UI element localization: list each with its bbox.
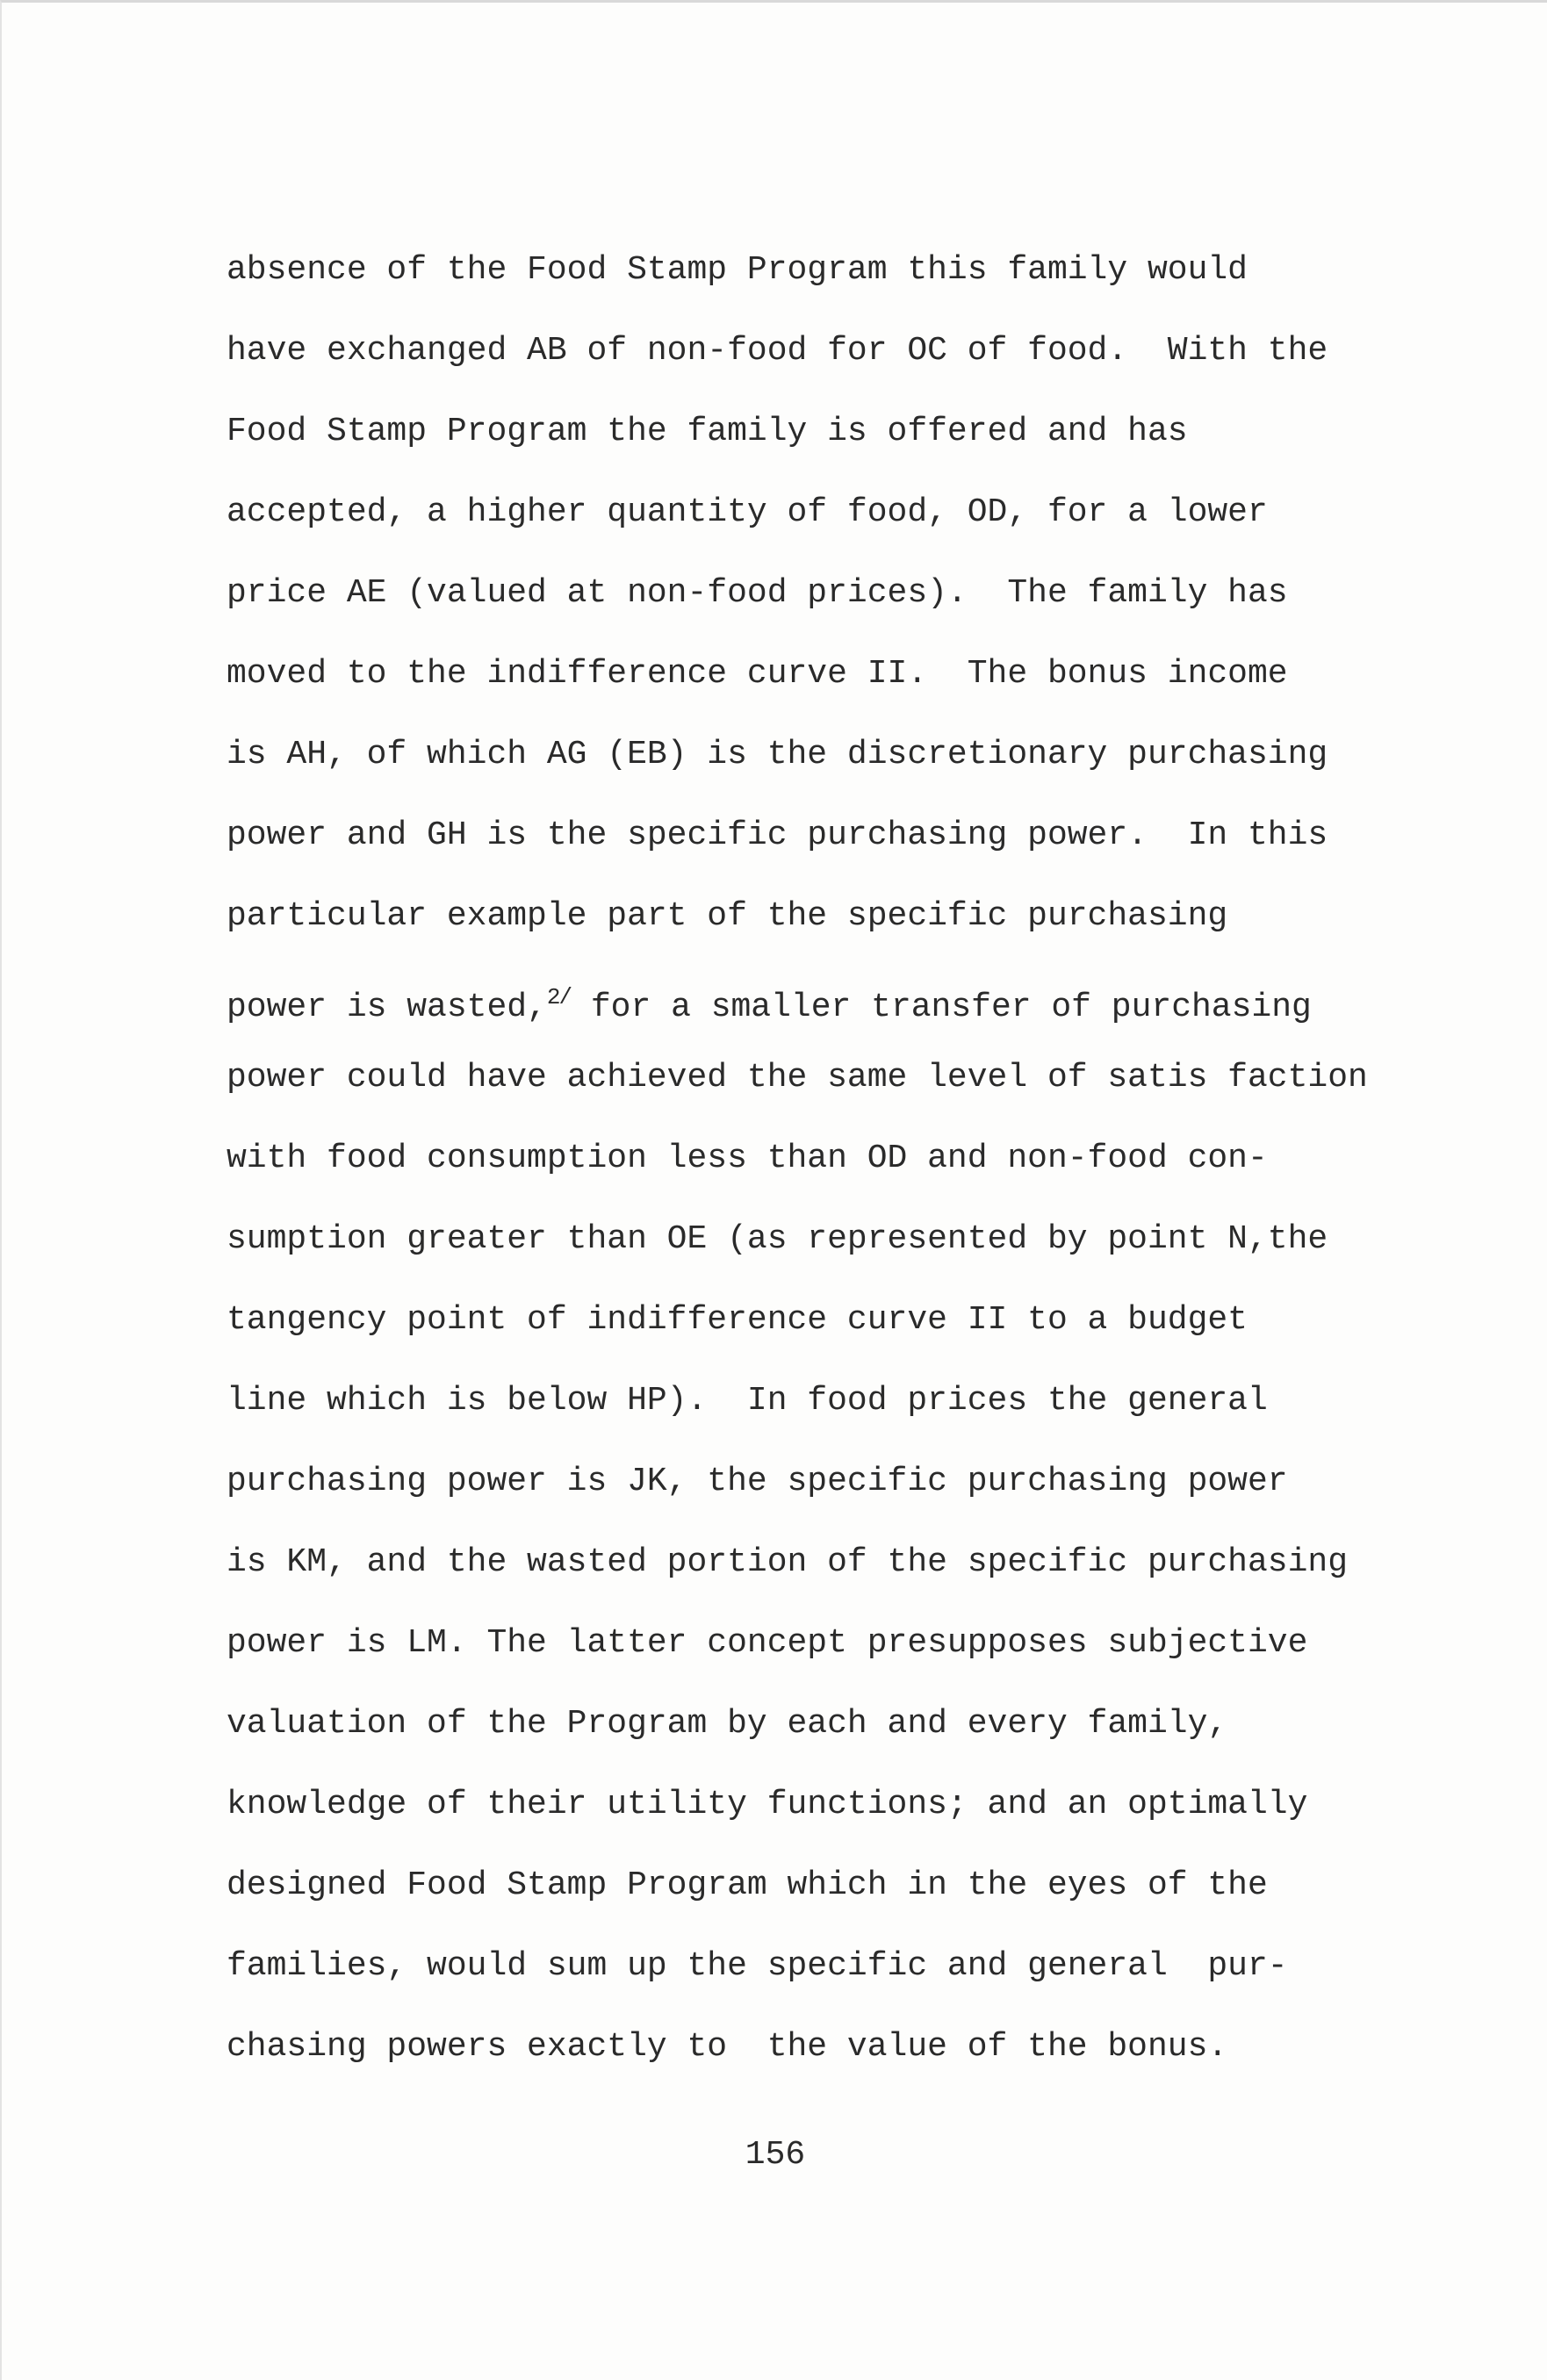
text-line: chasing powers exactly to the value of the bonus.: [227, 2028, 1228, 2066]
text-line: power and GH is the specific purchasing power. In this: [227, 816, 1328, 854]
text-line: valuation of the Program by each and every family,: [227, 1705, 1228, 1743]
text-line: absence of the Food Stamp Program this family would: [227, 251, 1248, 289]
text-line: accepted, a higher quantity of food, OD, for a lower: [227, 493, 1268, 531]
text-line: with food consumption less than OD and non-food con-: [227, 1140, 1268, 1177]
text-line: particular example part of the specific purchasing: [227, 897, 1228, 935]
text-segment: power is wasted,: [227, 989, 547, 1026]
text-line: families, would sum up the specific and general pur-: [227, 1947, 1288, 1985]
text-line-with-footnote: [227, 971, 1312, 1024]
text-line: purchasing power is JK, the specific purchasing power: [227, 1463, 1288, 1500]
text-line: tangency point of indifference curve II to a budget: [227, 1301, 1248, 1339]
text-line: is AH, of which AG (EB) is the discretionary purchasing: [227, 736, 1328, 773]
text-line: Food Stamp Program the family is offered and has: [227, 413, 1188, 450]
text-line: power could have achieved the same level of satis faction: [227, 1059, 1368, 1097]
text-line: moved to the indifference curve II. The bonus income: [227, 655, 1288, 693]
text-segment: for a smaller transfer of purchasing: [571, 989, 1312, 1026]
page-number: 156: [745, 2136, 806, 2174]
text-line: price AE (valued at non-food prices). The family has: [227, 574, 1288, 612]
text-line: power is LM. The latter concept presupposes subjective: [227, 1624, 1308, 1662]
text-line: have exchanged AB of non-food for OC of food. With the: [227, 332, 1328, 370]
footnote-marker: 2/: [546, 984, 572, 1010]
text-line: line which is below HP). In food prices the general: [227, 1382, 1268, 1420]
text-line: knowledge of their utility functions; and an optimally: [227, 1786, 1308, 1823]
text-line: designed Food Stamp Program which in the eyes of the: [227, 1866, 1268, 1904]
text-line: is KM, and the wasted portion of the specific purchasing: [227, 1543, 1349, 1581]
text-line: sumption greater than OE (as represented by point N,the: [227, 1220, 1328, 1258]
